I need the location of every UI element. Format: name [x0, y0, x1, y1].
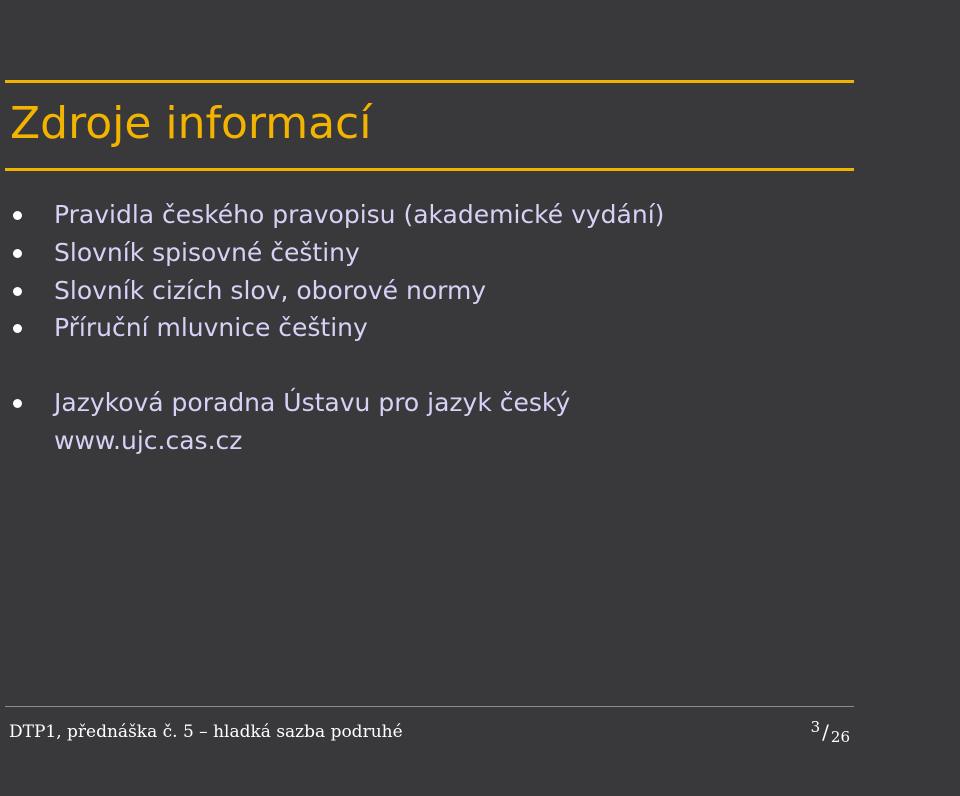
- page-counter: [811, 712, 850, 752]
- bullet-icon: [13, 249, 22, 258]
- list-item-text: Příruční mluvnice češtiny: [54, 313, 368, 342]
- list-item-text: Slovník cizích slov, oborové normy: [54, 276, 487, 305]
- list-item-text: Slovník spisovné češtiny: [54, 238, 360, 267]
- list-item-text: Jazyková poradna Ústavu pro jazyk český: [54, 388, 571, 417]
- list-item: [0, 196, 900, 234]
- footer-rule: [5, 706, 854, 707]
- title-top-rule: [5, 80, 854, 83]
- list-item: [0, 384, 900, 422]
- list-item: [0, 309, 900, 347]
- bullet-icon: [13, 324, 22, 333]
- page-current: 3: [810, 718, 821, 736]
- footer-course-title: DTP1, přednáška č. 5 – hladká sazba podruhé: [9, 722, 403, 742]
- list-item: [0, 272, 900, 310]
- page-separator: /: [822, 720, 829, 744]
- title-bottom-rule: [5, 168, 854, 171]
- list-item: [0, 234, 900, 272]
- bullet-icon: [13, 287, 22, 296]
- page-total: 26: [830, 728, 850, 746]
- bullet-icon: [13, 211, 22, 220]
- slide-title: Zdroje informací: [10, 98, 372, 149]
- bullet-icon: [13, 399, 22, 408]
- list-item-text: Pravidla českého pravopisu (akademické vydání): [54, 200, 665, 229]
- reference-url: www.ujc.cas.cz: [54, 426, 243, 455]
